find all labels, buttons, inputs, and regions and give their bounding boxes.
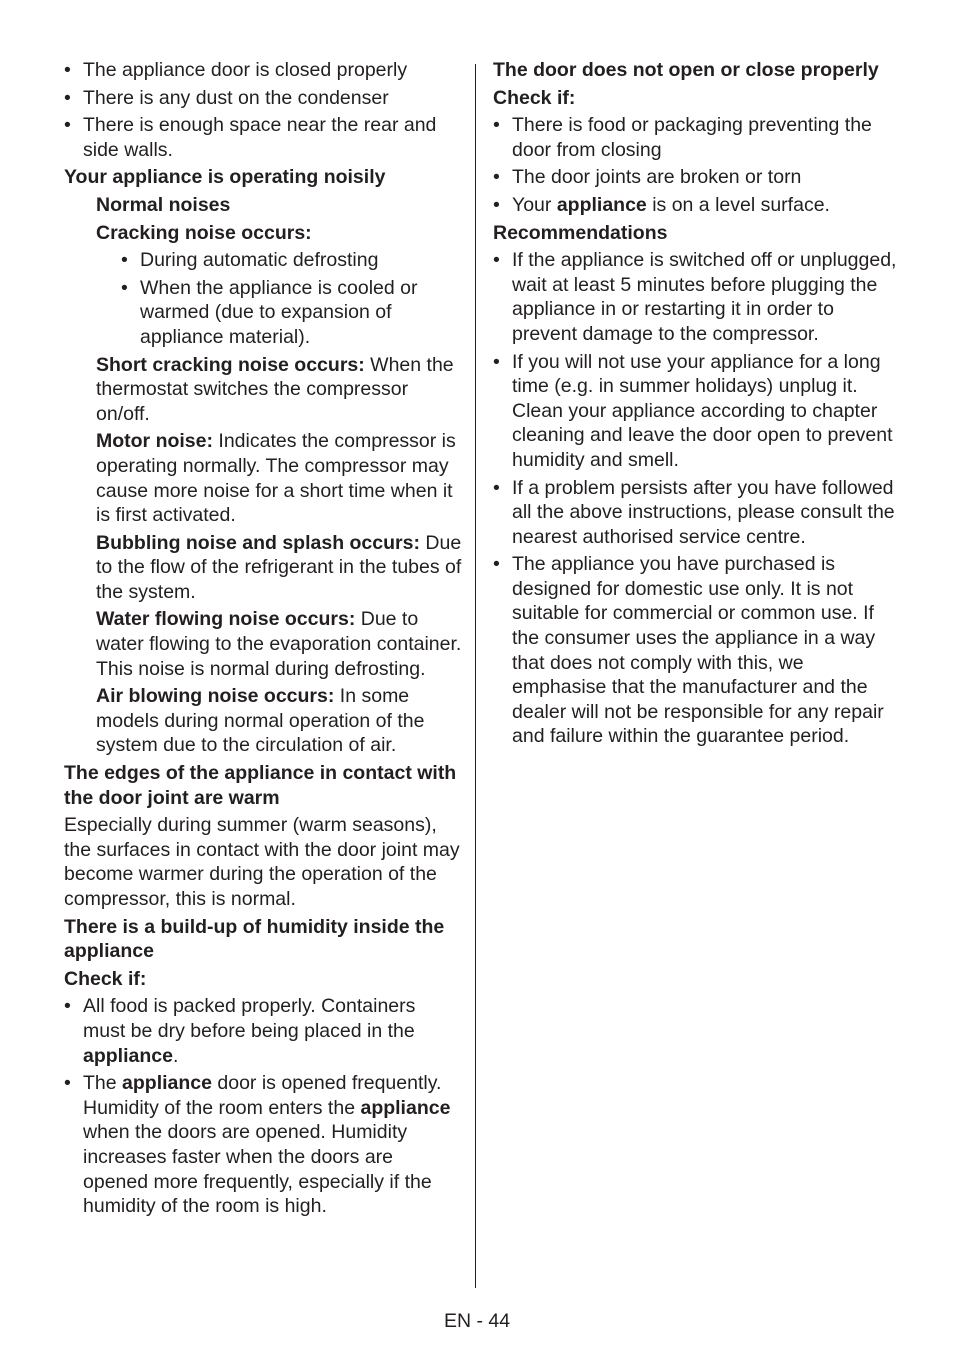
water-noise-text: Due to water flowing to the evaporation container. This noise is normal during defrosting. bbox=[96, 608, 462, 680]
door-bullet-3-bold: appliance bbox=[556, 193, 647, 216]
air-noise-text: In some models during normal operation of the system due to the circulation of air. bbox=[96, 685, 425, 757]
humidity-bullet-2-mid: door is opened frequently. Humidity of the room enters the bbox=[83, 1072, 442, 1119]
list-item bbox=[64, 1071, 462, 1219]
list-item: • The appliance door is closed properly bbox=[64, 58, 462, 83]
list-item: • The door joints are broken or torn bbox=[493, 165, 898, 190]
motor-noise-text: Indicates the compressor is operating normally. The compressor may cause more noise for a short time when it is first activated. bbox=[96, 430, 456, 527]
list-item bbox=[64, 994, 462, 1068]
left-column bbox=[64, 58, 462, 1222]
recommendations-bullet-list bbox=[493, 248, 898, 749]
right-column bbox=[493, 58, 898, 752]
humidity-bullet-2-pre: The bbox=[83, 1072, 123, 1095]
warm-edges-paragraph: Especially during summer (warm seasons), the surfaces in contact with the door joint may become warmer during the operation of the compressor, this is normal. bbox=[64, 814, 460, 910]
bubbling-noise-paragraph bbox=[96, 531, 462, 605]
section-heading-recommendations: Recommendations bbox=[493, 221, 668, 244]
humidity-check-label: Check if: bbox=[64, 967, 147, 990]
list-item: • There is any dust on the condenser bbox=[64, 86, 462, 111]
section-heading-warm-edges: The edges of the appliance in contact with the door joint are warm bbox=[64, 762, 457, 809]
water-noise-paragraph bbox=[96, 607, 462, 681]
door-bullet-3-pre: Your bbox=[512, 193, 557, 216]
water-noise-label: Water flowing noise occurs: bbox=[96, 608, 356, 631]
section-heading-door: The door does not open or close properly bbox=[493, 59, 879, 81]
section-heading-humidity: There is a build-up of humidity inside the appliance bbox=[64, 915, 445, 963]
subheading-normal-noises: Normal noises bbox=[96, 193, 231, 216]
column-divider bbox=[475, 64, 476, 1288]
noise-descriptions bbox=[64, 353, 462, 759]
short-cracking-paragraph bbox=[96, 353, 462, 427]
motor-noise-paragraph bbox=[96, 429, 462, 527]
door-check-label: Check if: bbox=[493, 86, 576, 109]
page-number: EN - 44 bbox=[443, 1310, 511, 1332]
humidity-bullet-2-bold-1: appliance bbox=[122, 1072, 212, 1095]
list-item bbox=[493, 193, 898, 218]
air-noise-label: Air blowing noise occurs: bbox=[96, 685, 335, 708]
section-heading-noisy: Your appliance is operating noisily bbox=[64, 166, 386, 189]
list-item: • During automatic defrosting bbox=[121, 248, 462, 273]
door-bullet-3-end: is on a level surface. bbox=[646, 193, 830, 216]
bubbling-noise-label: Bubbling noise and splash occurs: bbox=[96, 531, 420, 554]
list-item: • The appliance you have purchased is designed for domestic use only. It is not suitable for commercial or common use. If the consumer uses the appliance in a way that does not comply with this, we emphasise that the manufacturer and the dealer will not be responsible for any repair and failure within the guarantee period. bbox=[493, 552, 898, 749]
list-item: • There is enough space near the rear and side walls. bbox=[64, 113, 462, 162]
air-noise-paragraph bbox=[96, 684, 462, 758]
list-item: • If you will not use your appliance for a long time (e.g. in summer holidays) unplug it. Clean your appliance according to chapter cleaning and leave the door open to prevent humidity and smell. bbox=[493, 350, 898, 473]
bubbling-noise-text: Due to the flow of the refrigerant in the tubes of the system. bbox=[96, 531, 462, 603]
motor-noise-label: Motor noise: bbox=[96, 430, 213, 453]
humidity-bullet-1-bold: appliance bbox=[83, 1044, 173, 1067]
door-bullet-list bbox=[493, 113, 898, 217]
humidity-bullet-1-end: . bbox=[172, 1044, 179, 1067]
list-item: • There is food or packaging preventing the door from closing bbox=[493, 113, 898, 162]
list-item: • If the appliance is switched off or unplugged, wait at least 5 minutes before plugging the appliance in or restarting it in order to prevent damage to the compressor. bbox=[493, 248, 898, 346]
short-cracking-label: Short cracking noise occurs: bbox=[96, 353, 365, 376]
humidity-bullet-list bbox=[64, 994, 462, 1218]
intro-bullet-list bbox=[64, 58, 462, 162]
list-item: • If a problem persists after you have followed all the above instructions, please consult the nearest authorised service centre. bbox=[493, 476, 898, 550]
short-cracking-text: When the thermostat switches the compressor on/off. bbox=[96, 353, 454, 425]
humidity-bullet-1-text: All food is packed properly. Containers must be dry before being placed in the bbox=[83, 995, 416, 1042]
humidity-bullet-2-bold-2: appliance bbox=[360, 1096, 451, 1119]
cracking-bullet-list bbox=[64, 248, 462, 349]
subheading-cracking-noise: Cracking noise occurs: bbox=[96, 221, 312, 244]
noise-details bbox=[64, 193, 462, 245]
humidity-bullet-2-end: when the doors are opened. Humidity increases faster when the doors are opened more frequently, especially if the humidity of the room is high. bbox=[83, 1121, 432, 1218]
list-item: • When the appliance is cooled or warmed (due to expansion of appliance material). bbox=[121, 276, 462, 350]
